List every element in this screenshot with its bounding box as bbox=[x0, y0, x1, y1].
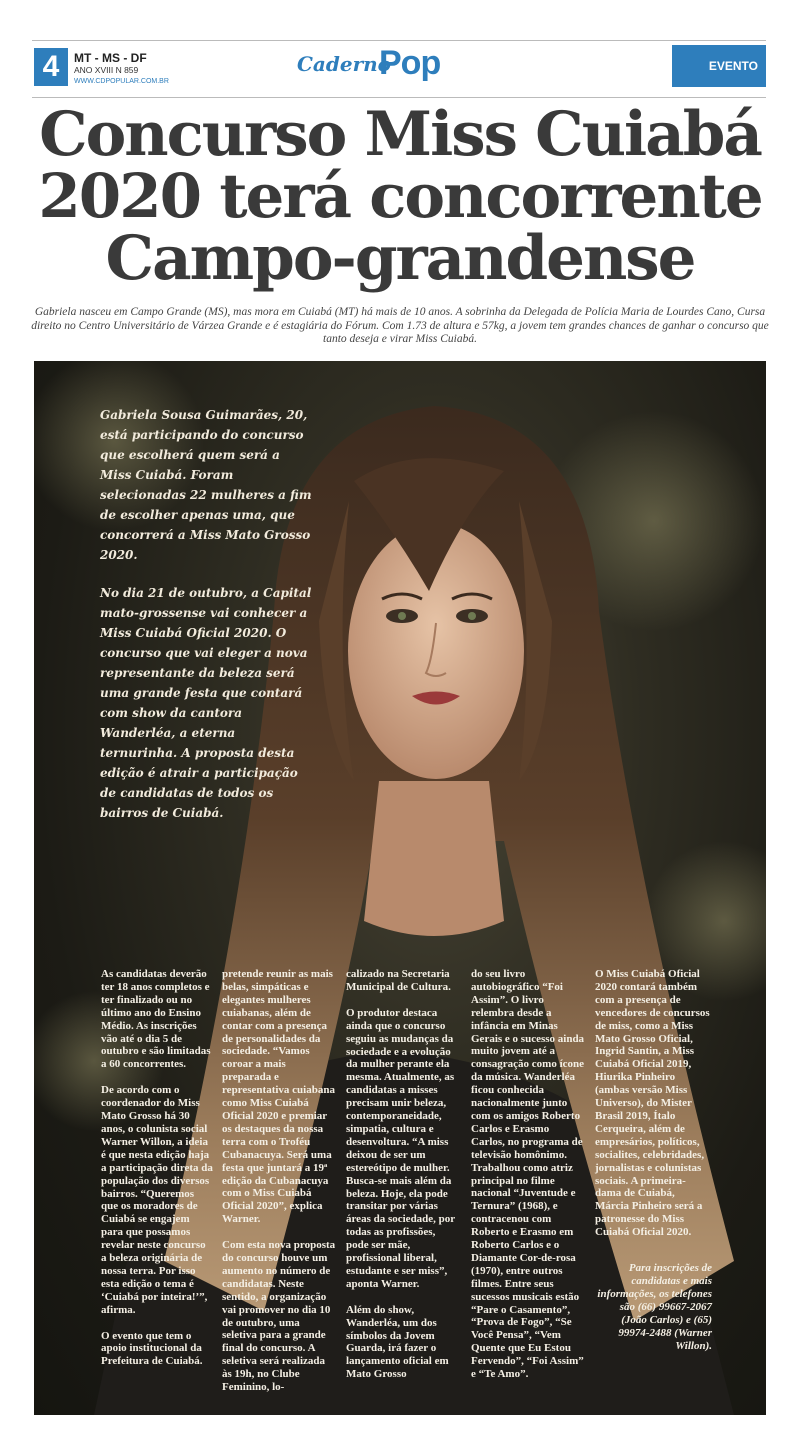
article-column-4 bbox=[471, 968, 585, 1394]
column-paragraph: As candidatas deverão ter 18 anos completos e ter finalizado ou no último ano do Ensino Médio. As inscrições vão até o dia 5 de outubro e são limitadas a 60 concorrentes. bbox=[101, 968, 211, 1071]
website-link[interactable]: WWW.CDPOPULAR.COM.BR bbox=[74, 78, 169, 85]
page-header bbox=[32, 40, 766, 92]
column-paragraph: calizado na Secretaria Municipal de Cultura. bbox=[346, 968, 451, 993]
column-paragraph: O produtor destaca ainda que o concurso seguiu as mudanças da sociedade e a evolução da mulher perante ela mesma. Atualmente, as candidatas a misses precisam unir beleza, contemporaneidade, simpatia, cultura e desenvoltura. “A miss deixou de ser um estereótipo de mulher. Busca-se mais além da beleza. Hoje, ela pode transitar por várias áreas da sociedade, por todas as profissões, pode ser mãe, profissional liberal, estudante e ser miss”, aponta Warner. bbox=[346, 1006, 455, 1290]
header-rule bbox=[32, 40, 766, 41]
column-paragraph: O Miss Cuiabá Oficial 2020 contará também com a presença de vencedores de concursos de miss, como a Miss Mato Grosso Oficial, Ingrid Santin, a Miss Cuiabá Oficial 2019, Hiurika Pinheiro (ambas versão Miss Universo), do Mister Brasil 2019, Ítalo Cerqueira, além de empresários, políticos, socialites, celebridades, jornalistas e colunistas sociais. A primeira-dama de Cuiabá, Márcia Pinheiro será a patronesse do Miss Cuiabá Oficial 2020. bbox=[595, 968, 710, 1239]
column-paragraph: O evento que tem o apoio institucional da Prefeitura de Cuiabá. bbox=[101, 1329, 203, 1368]
article-column-5 bbox=[595, 968, 711, 1252]
edition-number: ANO XVIII N 859 bbox=[74, 65, 139, 75]
column-paragraph: pretende reunir as mais belas, simpáticas e elegantes mulheres cuiabanas, além de contar com a presença de personalidades da sociedade. “Vamos coroar a mais preparada e representativa cuiabana como Miss Cuiabá Oficial 2020 e premiar os destaques da nossa terra com o Troféu Cubanacuya. Será uma festa que juntará a 19ª edição da Cubanacuya com o Miss Cuiabá Oficial 2020”, explica Warner. bbox=[222, 968, 335, 1226]
logo-script-text: Caderno bbox=[297, 52, 392, 76]
article-column-2 bbox=[222, 968, 336, 1407]
page-number-box: 4 bbox=[34, 48, 68, 86]
intro-paragraph: Gabriela Sousa Guimarães, 20, está participando do concurso que escolherá quem será a Miss Cuiabá. Foram selecionadas 22 mulheres a fim de escolher apenas uma, que concorrerá a Miss Mato Grosso 2020. bbox=[100, 408, 312, 562]
headline-line: Campo-grandense bbox=[105, 223, 695, 294]
edition-region: MT - MS - DF bbox=[74, 51, 147, 65]
article-column-1 bbox=[101, 968, 213, 1381]
contact-info: Para inscrições de candidatas e mais informações, os telefones são (66) 99667-2067 (João Carlos) e (65) 99974-2488 (Warner Willon). bbox=[597, 1262, 712, 1352]
column-paragraph: do seu livro autobiográfico “Foi Assim”. O livro relembra desde a infância em Minas Gerais e o sucesso ainda muito jovem até a consagração como ícone da música. Wanderléa ficou conhecida nacionalmente junto com os amigos Roberto Carlos e Erasmo Carlos, no programa de televisão homônimo. Trabalhou como atriz principal no filme nacional “Juventude e Ternura” (1968), e contracenou com Roberto e Erasmo em Roberto Carlos e o Diamante Cor-de-rosa (1970), entre outros filmes. Entre seus sucessos musicais estão “Pare o Casamento”, “Prova de Fogo”, “Se Você Pensa”, “Vem Quente que Eu Estou Fervendo”, “Foi Assim” e “Te Amo”. bbox=[471, 968, 585, 1381]
column-paragraph: Além do show, Wanderléa, um dos símbolos da Jovem Guarda, irá fazer o lançamento oficial em Mato Grosso bbox=[346, 1303, 449, 1381]
headline-line: Concurso Miss Cuiabá bbox=[39, 99, 761, 170]
intro-text bbox=[100, 405, 315, 841]
section-tag: EVENTO bbox=[672, 45, 766, 87]
intro-paragraph: No dia 21 de outubro, a Capital mato-grossense vai conhecer a Miss Cuiabá Oficial 2020. O concurso que vai eleger a nova representante da beleza será uma grande festa que contará com show da cantora Wanderléa, a eterna ternurinha. A proposta desta edição é atrair a participação de candidatas de todos os bairros de Cuiabá. bbox=[100, 586, 312, 820]
subheadline: Gabriela nasceu em Campo Grande (MS), mas mora em Cuiabá (MT) há mais de 10 anos. A sobrinha da Delegada de Polícia Maria de Lourdes Cano, Cursa direito no Centro Universitário de Várzea Grande e é estagiária do Fórum. Com 1.73 de altura e 57kg, a jovem tem grandes chances de ganhar o concurso que tanto deseja e virar Miss Cuiabá. bbox=[31, 306, 769, 345]
headline-line: 2020 terá concorrente bbox=[38, 161, 762, 232]
header-rule-bottom bbox=[32, 97, 766, 98]
headline bbox=[20, 99, 780, 294]
article-column-3 bbox=[346, 968, 460, 1394]
column-paragraph: Com esta nova proposta do concurso houve um aumento no número de candidatas. Neste sentido, a organização vai promover no dia 10 de outubro, uma seletiva para a grande final do concurso. A seletiva será realizada às 19h, no Clube Feminino, lo- bbox=[222, 1239, 336, 1394]
column-paragraph: De acordo com o coordenador do Miss Mato Grosso há 30 anos, o colunista social Warner Willon, a ideia é que nesta edição haja a participação direta da população dos diversos bairros. “Queremos que os moradores de Cuiabá se engajem para que possamos revelar neste concurso a beleza originária de nossa terra. Por isso esta edição o tema é ‘Cuiabá por inteira!’”, afirma. bbox=[101, 1084, 213, 1316]
logo-bold-text: Pop bbox=[379, 44, 441, 82]
